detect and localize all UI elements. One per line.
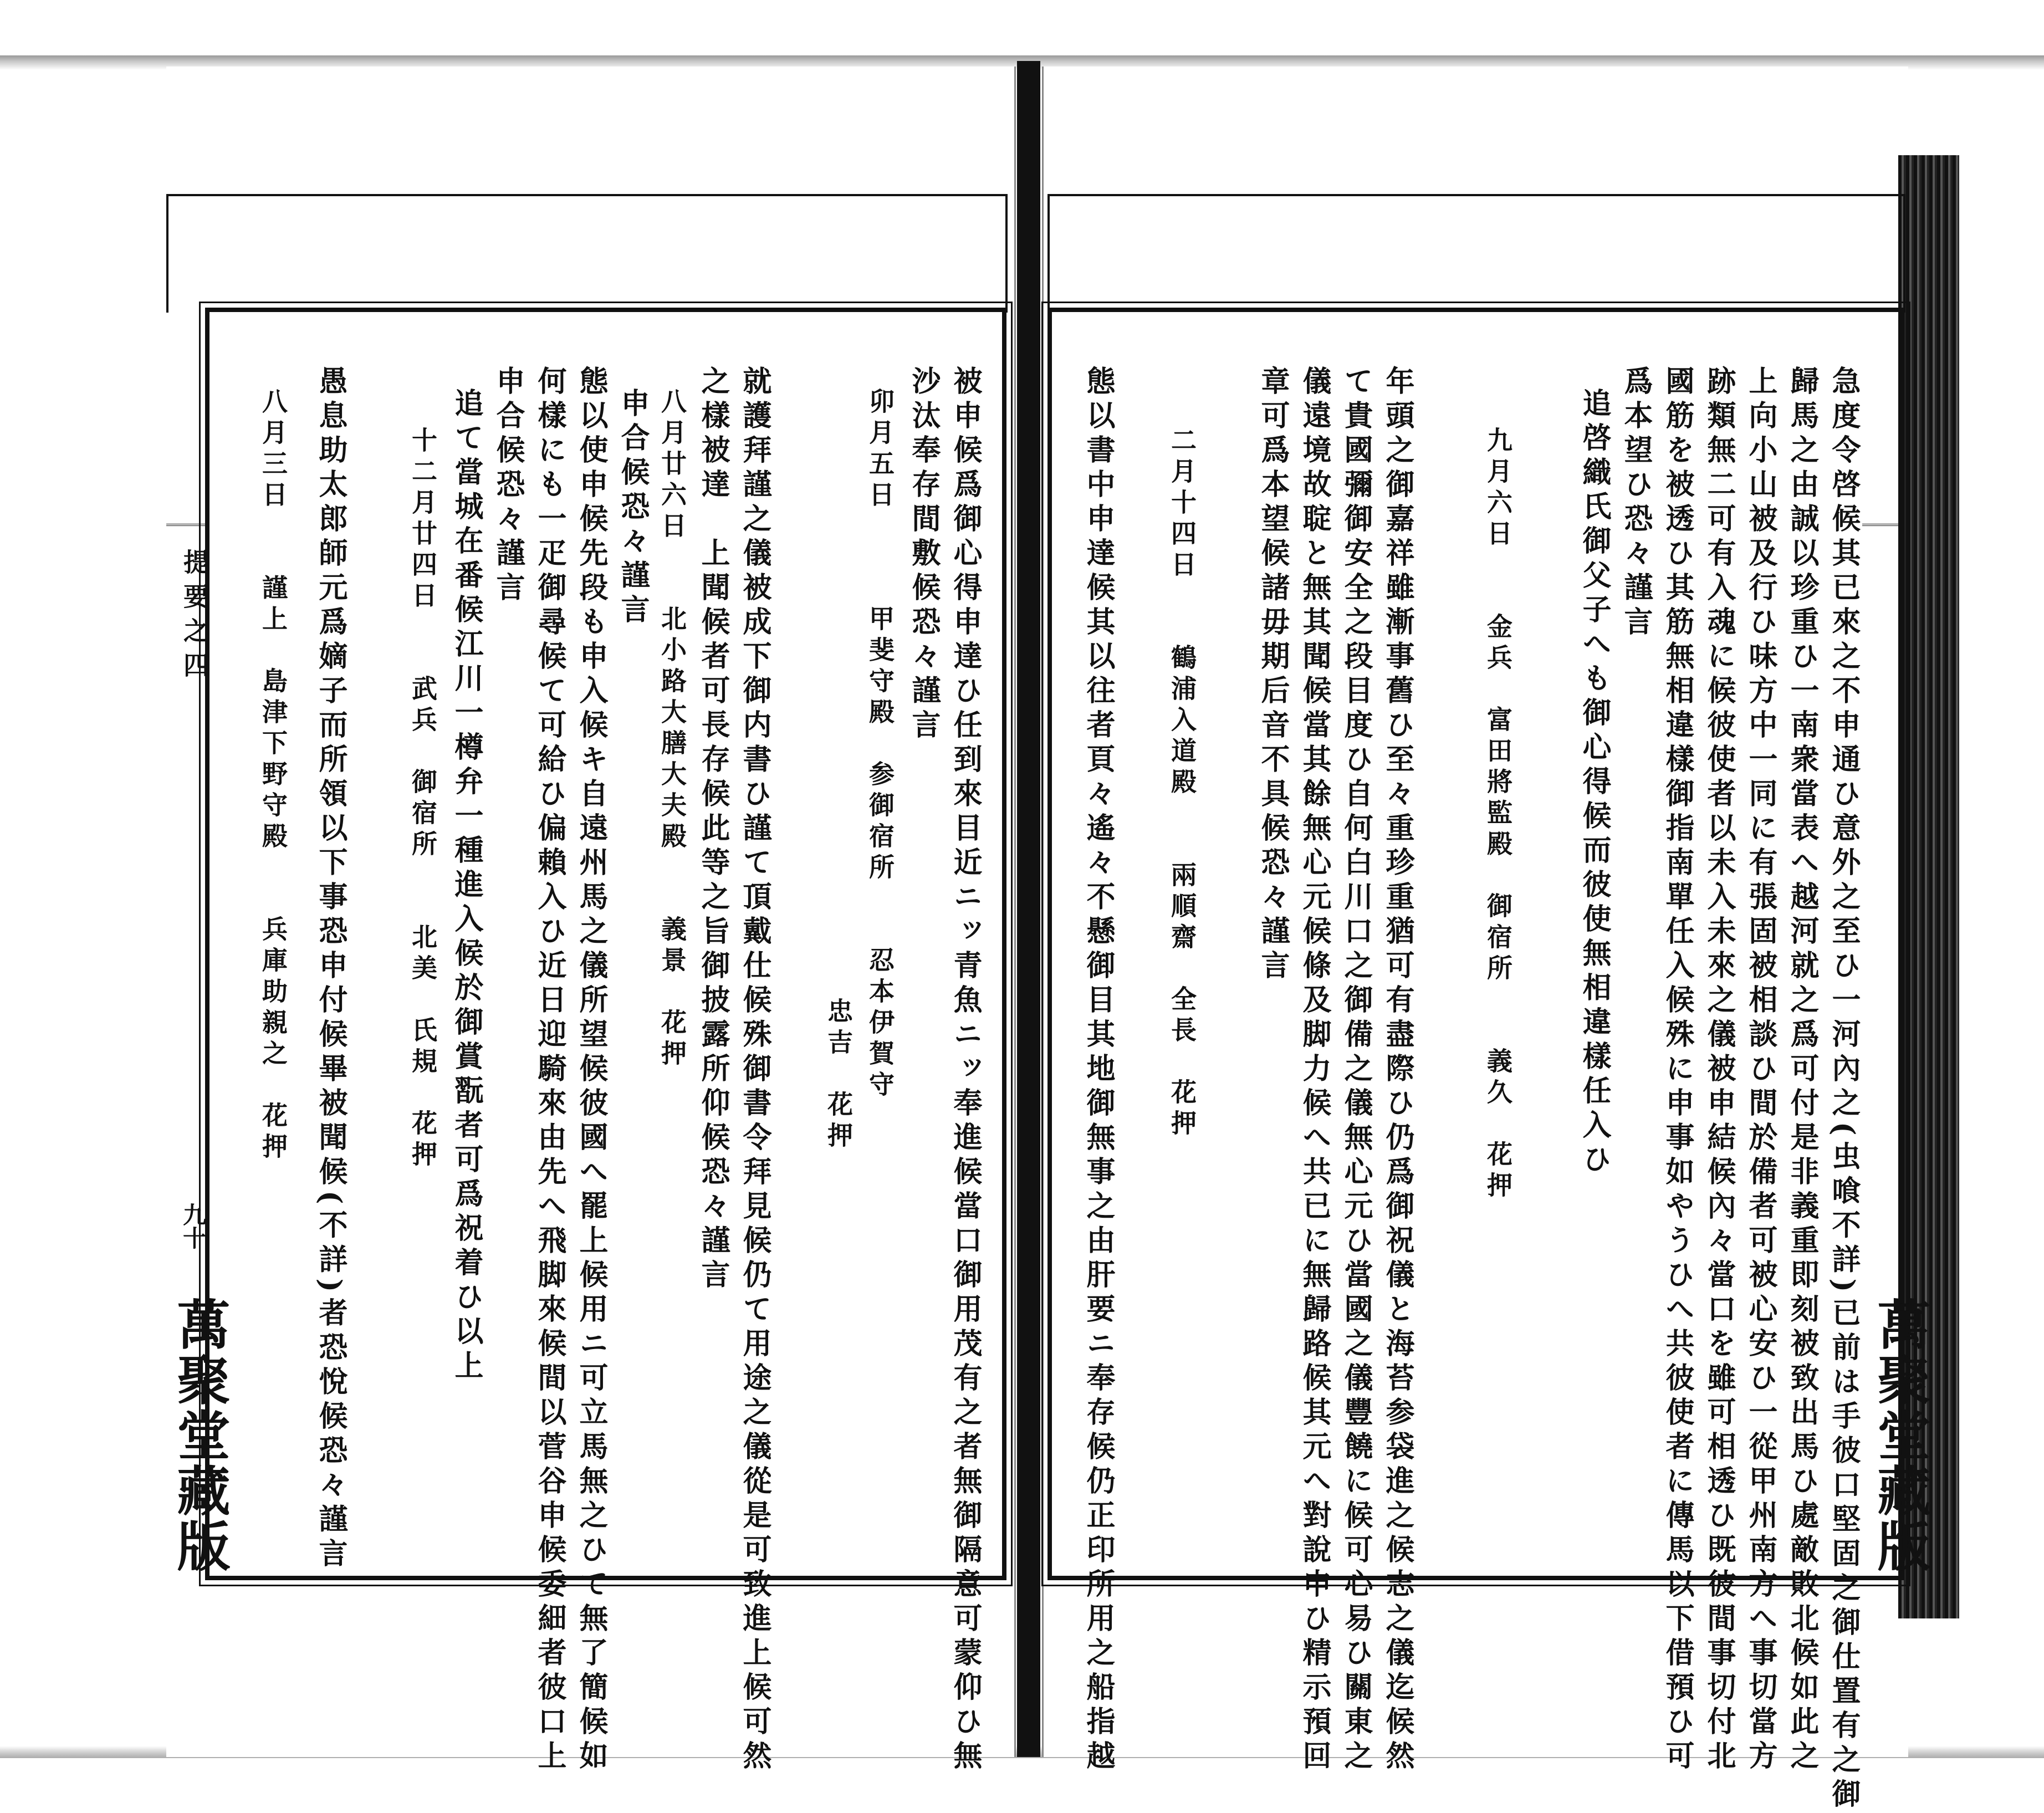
margin-chapter-label: 提要之四 — [180, 549, 209, 686]
text-column: 沙汰奉存間敷候恐々謹言 — [907, 366, 941, 744]
text-column: 十二月廿四日 武兵 御宿所 北美 氏規 花押 — [408, 427, 438, 1172]
text-column: 申合候恐々謹言 — [616, 388, 650, 629]
margin-publisher-left: 萬聚堂藏版 — [168, 1297, 231, 1574]
text-column: 態以使申候先段も申入候キ自遠州馬之儀所望候彼國へ罷上候用ニ可立馬無之ひて無了簡候如 — [574, 366, 608, 1775]
text-column: 歸馬之由誠以珍重ひ一南衆當表へ越河就之爲可付是非義重即刻被致出馬ひ處敵敗北候如此之 — [1785, 366, 1819, 1775]
text-column: て貴國彌御安全之段目度ひ自何白川口之御備之儀無心元ひ當國之儀豐饒に候可心易ひ關東之 — [1339, 366, 1373, 1775]
text-column: 就護拜謹之儀被成下御内書ひ謹て頂戴仕候殊御書令拜見候仍て用途之儀從是可致進上候可然 — [738, 366, 771, 1775]
text-column: 追て當城在番候江川一樽弁一種進入候於御賞翫者可爲祝着ひ以上 — [449, 388, 483, 1385]
text-column: 忠吉 花押 — [824, 998, 854, 1153]
text-column: 卯月五日 甲斐守殿 参御宿所 忍本伊賀守 — [865, 388, 895, 1102]
text-column: 之樣被達 上聞候者可長存候此等之旨御披露所仰候恐々謹言 — [696, 366, 730, 1294]
margin-publisher-right: 萬聚堂藏版 — [1869, 1297, 1931, 1574]
text-column: 上向小山被及行ひ味方中一同に有張固被相談ひ間於備者可被心安ひ一從甲州南方へ事切當方 — [1744, 366, 1777, 1775]
right-top-margin-rule — [1047, 194, 1905, 313]
margin-wave-ornament-right — [1862, 524, 1901, 534]
text-column: 二月十四日 鶴浦入道殿 兩順齋 全長 花押 — [1167, 427, 1197, 1141]
left-top-margin-rule — [166, 194, 1008, 313]
text-column: 被申候爲御心得申達ひ任到來目近ニッ青魚ニッ奉進候當口御用茂有之者無御隔意可蒙仰ひ無 — [948, 366, 982, 1775]
text-column: 何樣にも一疋御尋候て可給ひ偏賴入ひ近日迎騎來由先へ飛脚來候間以菅谷申候委細者彼口上 — [533, 366, 566, 1775]
text-column: 爲本望ひ恐々謹言 — [1619, 366, 1653, 641]
text-column: 八月三日 謹上 島津下野守殿 兵庫助親之 花押 — [258, 388, 288, 1164]
text-column: 國筋を被透ひ其筋無相違樣御指南單任入候殊に申事如やうひへ共彼使者に傳馬以下借預ひ可 — [1660, 366, 1694, 1775]
text-column: 跡類無二可有入魂に候彼使者以未入未來之儀被申結候內々當口を雖可相透ひ既彼間事切付北 — [1702, 366, 1736, 1775]
text-column: 章可爲本望候諸毋期后音不具候恐々謹言 — [1256, 366, 1290, 984]
text-column: 急度令啓候其已來之不申通ひ意外之至ひ一河內之(虫喰不詳)已前は手彼口堅固之御仕置有之御 — [1827, 366, 1861, 1813]
text-column: 追啓織氏御父子へも御心得候而彼使無相違樣任入ひ — [1577, 388, 1611, 1178]
text-column: 九月六日 金兵 富田將監殿 御宿所 義久 花押 — [1483, 427, 1513, 1203]
margin-page-number: 九十 — [180, 1203, 207, 1249]
text-column: 態以書中申達候其以往者頁々遙々不懸御目其地御無事之由肝要ニ奉存候仍正印所用之船指越 — [1081, 366, 1115, 1775]
text-column: 年頭之御嘉祥雖漸事舊ひ至々重珍重猶可有盡際ひ仍爲御祝儀と海苔参袋進之候志之儀迄候然 — [1381, 366, 1414, 1775]
text-column: 八月廿六日 北小路大膳大夫殿 義景 花押 — [657, 388, 687, 1071]
book-gutter — [1017, 61, 1040, 1757]
text-column: 儀遠境故聢と無其聞候當其餘無心元候條及脚力候へ共已に無歸路候其元へ對說申ひ精示預回 — [1297, 366, 1331, 1775]
margin-wave-ornament — [166, 524, 205, 534]
text-column: 申合候恐々謹言 — [491, 366, 525, 606]
text-column: 愚息助太郎師元爲嫡子而所領以下事恐申付候畢被聞候(不詳)者恐悅候恐々謹言 — [314, 366, 348, 1573]
